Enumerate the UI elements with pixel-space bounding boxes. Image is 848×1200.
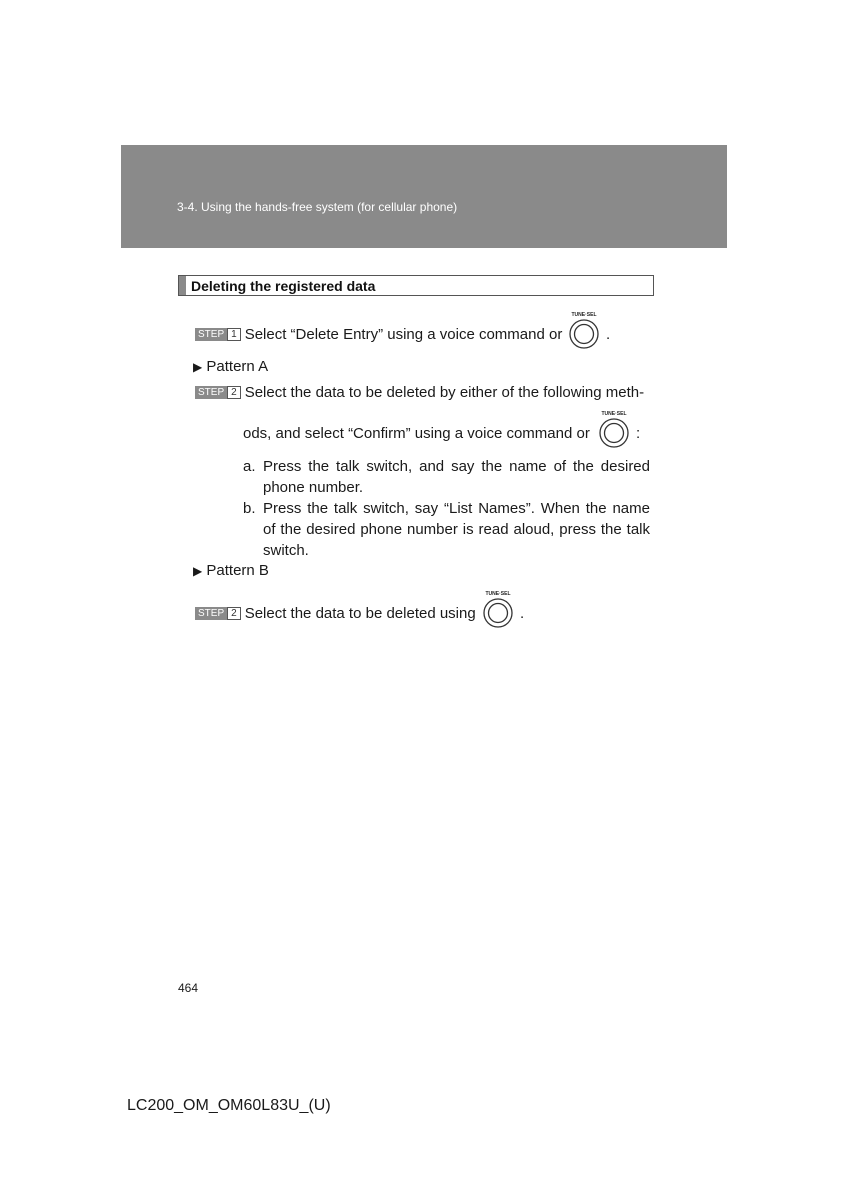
step2b-line [195, 604, 476, 624]
step1-end: . [606, 326, 611, 343]
tune-sel-knob-icon [481, 591, 515, 633]
section-title: 3-4. Using the hands-free system (for cellular phone) [177, 200, 458, 214]
heading-accent-bar [179, 276, 186, 295]
document-code: LC200_OM_OM60L83U_(U) [127, 1097, 331, 1114]
section-header-band [121, 145, 727, 248]
subsection-title: Deleting the registered data [191, 278, 376, 294]
step-badge: STEP 2 [195, 607, 241, 620]
step2a-end: : [636, 425, 641, 442]
list-item [243, 498, 650, 561]
step1-text: Select “Delete Entry” using a voice command or [244, 326, 563, 343]
step2b-text: Select the data to be deleted using [244, 605, 476, 622]
pattern-b [193, 561, 269, 581]
pattern-a-label: Pattern A [206, 358, 269, 375]
step2a-line1 [195, 383, 644, 403]
list-item [243, 456, 650, 498]
list-marker: b. [243, 500, 256, 517]
knob-caption: TUNE·SEL [571, 312, 597, 318]
list-item-text: Press the talk switch, say “List Names”. When the name of the desired phone number is read aloud, press the talk switch. [263, 500, 650, 559]
tune-sel-knob-icon [567, 312, 601, 354]
triangle-icon: ▶ [193, 360, 203, 374]
step-badge: STEP 1 [195, 328, 241, 341]
triangle-icon: ▶ [193, 564, 203, 578]
pattern-b-label: Pattern B [206, 562, 269, 579]
page-number: 464 [178, 981, 199, 995]
subsection-heading [178, 275, 654, 296]
step2b-end: . [520, 605, 525, 622]
knob-caption: TUNE·SEL [601, 411, 627, 417]
list-marker: a. [243, 458, 256, 475]
step2a-text: Select the data to be deleted by either of the following meth- [244, 384, 645, 401]
list-item-text: Press the talk switch, and say the name of the desired phone number. [263, 458, 650, 496]
step-badge: STEP 2 [195, 386, 241, 399]
step2a-line2: ods, and select “Confirm” using a voice command or [243, 425, 590, 442]
knob-caption: TUNE·SEL [485, 591, 511, 597]
pattern-a [193, 357, 268, 377]
step1-line [195, 325, 562, 345]
tune-sel-knob-icon [597, 411, 631, 453]
